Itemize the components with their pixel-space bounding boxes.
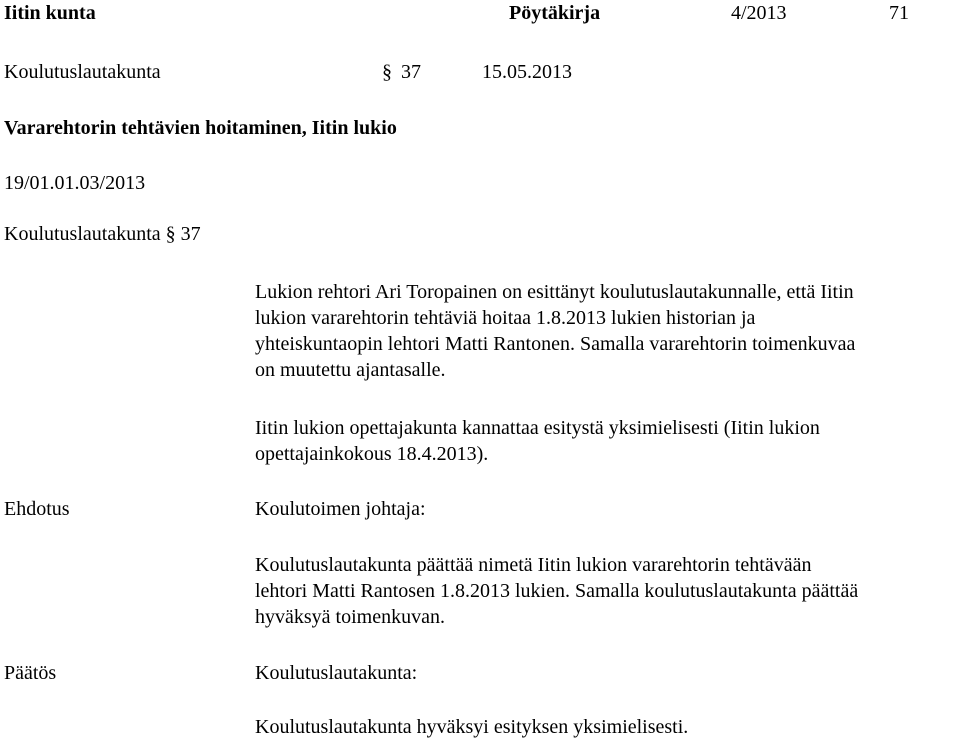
document-type: Pöytäkirja [509, 2, 601, 24]
reference-body: Koulutuslautakunta [4, 223, 161, 245]
meeting-body: Koulutuslautakunta [4, 61, 161, 83]
paragraph-line: lehtori Matti Rantosen 1.8.2013 lukien. Samalla koulutuslautakunta päättää [255, 580, 859, 602]
proposal-label: Ehdotus [4, 498, 70, 520]
reference-section-symbol: § [165, 223, 176, 245]
decision-label: Päätös [4, 662, 57, 684]
decision-decider: Koulutuslautakunta: [255, 662, 418, 684]
reference-section-number: 37 [180, 223, 201, 245]
subject-title: Vararehtorin tehtävien hoitaminen, Iitin lukio [4, 117, 397, 139]
paragraph-line: Lukion rehtori Ari Toropainen on esittänyt koulutuslautakunnalle, että Iitin [255, 281, 854, 303]
municipality-name: Iitin kunta [4, 2, 96, 24]
reference-line [4, 221, 201, 247]
paragraph-line: opettajainkokous 18.4.2013). [255, 443, 489, 465]
body-paragraph-1 [255, 279, 955, 383]
section-symbol: § [382, 61, 392, 83]
body-paragraph-2 [255, 415, 955, 467]
paragraph-line: hyväksyä toimenkuvan. [255, 606, 445, 628]
proposal-text [255, 552, 955, 630]
section-number: 37 [401, 61, 421, 83]
paragraph-line: on muutettu ajantasalle. [255, 359, 446, 381]
case-number: 19/01.01.03/2013 [4, 172, 146, 194]
page-number: 71 [889, 2, 909, 24]
issue-number: 4/2013 [731, 2, 787, 24]
paragraph-line: yhteiskuntaopin lehtori Matti Rantonen. Samalla vararehtorin toimenkuvaa [255, 333, 856, 355]
paragraph-line: lukion vararehtorin tehtäviä hoitaa 1.8.2013 lukien historian ja [255, 307, 756, 329]
proposal-presenter: Koulutoimen johtaja: [255, 498, 426, 520]
paragraph-line: Iitin lukion opettajakunta kannattaa esitystä yksimielisesti (Iitin lukion [255, 417, 820, 439]
paragraph-line: Koulutuslautakunta päättää nimetä Iitin lukion vararehtorin tehtävään [255, 554, 812, 576]
meeting-date: 15.05.2013 [482, 61, 572, 83]
decision-text: Koulutuslautakunta hyväksyi esityksen yksimielisesti. [255, 716, 689, 738]
